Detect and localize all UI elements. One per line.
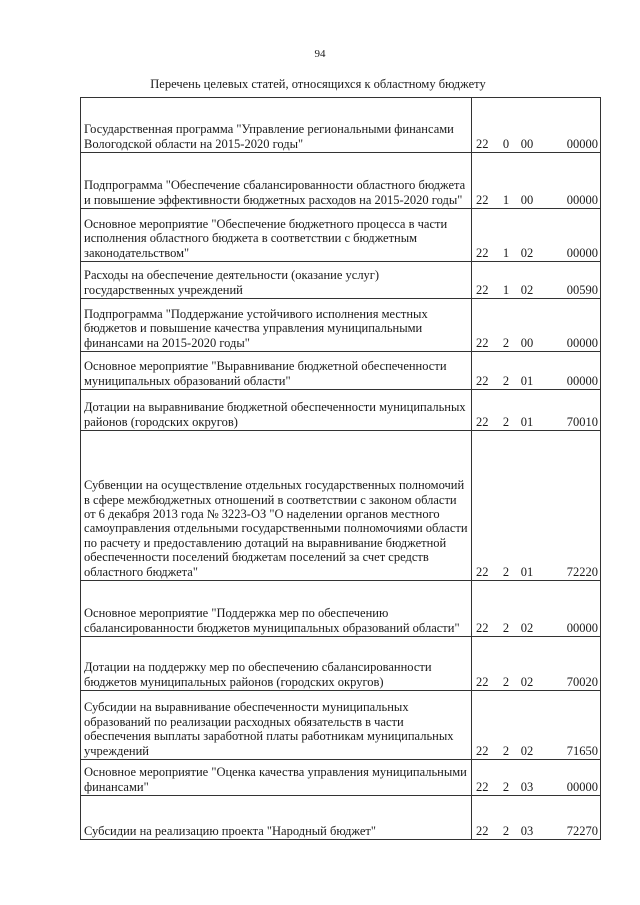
code-subprogram: 2 <box>502 779 510 794</box>
code-program: 22 <box>476 620 489 635</box>
code-direction: 00000 <box>566 335 598 350</box>
code-activity: 03 <box>520 823 534 838</box>
code-segments <box>472 780 600 794</box>
code-program: 22 <box>476 823 489 838</box>
table-row <box>81 637 601 691</box>
code-segments <box>472 565 600 579</box>
row-code <box>472 209 601 262</box>
page-number: 94 <box>314 48 326 60</box>
table-row <box>81 352 601 390</box>
row-code <box>472 760 601 796</box>
code-direction: 72220 <box>566 564 598 579</box>
code-subprogram: 2 <box>502 674 510 689</box>
row-name: Основное мероприятие "Поддержка мер по обеспечению сбалансированности бюджетов муниципальных образований области" <box>81 581 472 637</box>
row-name: Основное мероприятие "Выравнивание бюджетной обеспеченности муниципальных образований области" <box>81 352 472 390</box>
code-segments <box>472 246 600 260</box>
row-name: Дотации на выравнивание бюджетной обеспеченности муниципальных районов (городских округов) <box>81 390 472 431</box>
row-name: Субсидии на реализацию проекта "Народный бюджет" <box>81 796 472 840</box>
code-subprogram: 2 <box>502 373 510 388</box>
code-direction: 00000 <box>566 192 598 207</box>
table-body <box>81 98 601 840</box>
table-row <box>81 299 601 352</box>
code-direction: 71650 <box>566 743 598 758</box>
table-row <box>81 760 601 796</box>
table-row <box>81 431 601 581</box>
code-subprogram: 2 <box>502 335 510 350</box>
code-program: 22 <box>476 743 489 758</box>
code-activity: 03 <box>520 779 534 794</box>
code-segments <box>472 137 600 151</box>
code-activity: 01 <box>520 414 534 429</box>
row-code <box>472 637 601 691</box>
table-row <box>81 209 601 262</box>
row-code <box>472 390 601 431</box>
code-subprogram: 1 <box>502 282 510 297</box>
row-name: Субвенции на осуществление отдельных государственных полномочий в сфере межбюджетных отношений в соответствии с законом области от 6 декабря 2013 года № 3223-ОЗ "О наделении органов местного самоуправления отдельными государственными полномочиями области по расчету и предоставлению дотаций на выравнивание бюджетной обеспеченности поселений бюджетам поселений за счет средств областного бюджета" <box>81 431 472 581</box>
code-activity: 00 <box>520 136 534 151</box>
code-direction: 00000 <box>566 779 598 794</box>
code-activity: 02 <box>520 245 534 260</box>
code-subprogram: 2 <box>502 823 510 838</box>
table-row <box>81 796 601 840</box>
code-segments <box>472 621 600 635</box>
code-subprogram: 2 <box>502 414 510 429</box>
row-name: Подпрограмма "Обеспечение сбалансированности областного бюджета и повышение эффективности бюджетных расходов на 2015-2020 годы" <box>81 153 472 209</box>
code-segments <box>472 283 600 297</box>
code-subprogram: 2 <box>502 564 510 579</box>
row-name: Основное мероприятие "Оценка качества управления муниципальными финансами" <box>81 760 472 796</box>
code-program: 22 <box>476 245 489 260</box>
row-name: Основное мероприятие "Обеспечение бюджетного процесса в части исполнения областного бюджета в соответствии с бюджетным законодательством" <box>81 209 472 262</box>
code-program: 22 <box>476 373 489 388</box>
row-code <box>472 352 601 390</box>
row-name: Подпрограмма "Поддержание устойчивого исполнения местных бюджетов и повышение качества управления муниципальными финансами на 2015-2020 годы" <box>81 299 472 352</box>
code-activity: 00 <box>520 335 534 350</box>
code-segments <box>472 415 600 429</box>
code-subprogram: 0 <box>502 136 510 151</box>
row-code <box>472 796 601 840</box>
code-segments <box>472 336 600 350</box>
code-direction: 00000 <box>566 373 598 388</box>
code-activity: 02 <box>520 743 534 758</box>
code-program: 22 <box>476 564 489 579</box>
code-subprogram: 2 <box>502 743 510 758</box>
code-direction: 00000 <box>566 245 598 260</box>
code-activity: 02 <box>520 282 534 297</box>
document-title: Перечень целевых статей, относящихся к областному бюджету <box>150 77 486 91</box>
row-name: Расходы на обеспечение деятельности (оказание услуг) государственных учреждений <box>81 262 472 299</box>
row-code <box>472 98 601 153</box>
table-row <box>81 390 601 431</box>
table-row <box>81 581 601 637</box>
table-row <box>81 262 601 299</box>
code-program: 22 <box>476 282 489 297</box>
code-segments <box>472 193 600 207</box>
row-name: Субсидии на выравнивание обеспеченности муниципальных образований по реализации расходных обязательств в части обеспечения выплаты заработной платы работникам муниципальных учреждений <box>81 691 472 760</box>
row-code <box>472 581 601 637</box>
target-articles-table <box>80 97 601 840</box>
code-program: 22 <box>476 674 489 689</box>
code-activity: 01 <box>520 373 534 388</box>
row-code <box>472 262 601 299</box>
row-code <box>472 691 601 760</box>
code-program: 22 <box>476 136 489 151</box>
code-segments <box>472 744 600 758</box>
code-activity: 00 <box>520 192 534 207</box>
code-direction: 00590 <box>566 282 598 297</box>
code-segments <box>472 374 600 388</box>
code-activity: 01 <box>520 564 534 579</box>
code-direction: 72270 <box>566 823 598 838</box>
code-activity: 02 <box>520 620 534 635</box>
code-subprogram: 1 <box>502 245 510 260</box>
code-direction: 00000 <box>566 620 598 635</box>
row-name: Дотации на поддержку мер по обеспечению сбалансированности бюджетов муниципальных районов (городских округов) <box>81 637 472 691</box>
row-code <box>472 431 601 581</box>
code-subprogram: 1 <box>502 192 510 207</box>
code-program: 22 <box>476 335 489 350</box>
code-program: 22 <box>476 192 489 207</box>
code-segments <box>472 824 600 838</box>
code-direction: 70020 <box>566 674 598 689</box>
row-code <box>472 299 601 352</box>
table-row <box>81 98 601 153</box>
table-row <box>81 691 601 760</box>
code-subprogram: 2 <box>502 620 510 635</box>
code-program: 22 <box>476 779 489 794</box>
table-row <box>81 153 601 209</box>
code-direction: 70010 <box>566 414 598 429</box>
row-name: Государственная программа "Управление региональными финансами Вологодской области на 2015-2020 годы" <box>81 98 472 153</box>
code-segments <box>472 675 600 689</box>
code-program: 22 <box>476 414 489 429</box>
code-direction: 00000 <box>566 136 598 151</box>
row-code <box>472 153 601 209</box>
code-activity: 02 <box>520 674 534 689</box>
